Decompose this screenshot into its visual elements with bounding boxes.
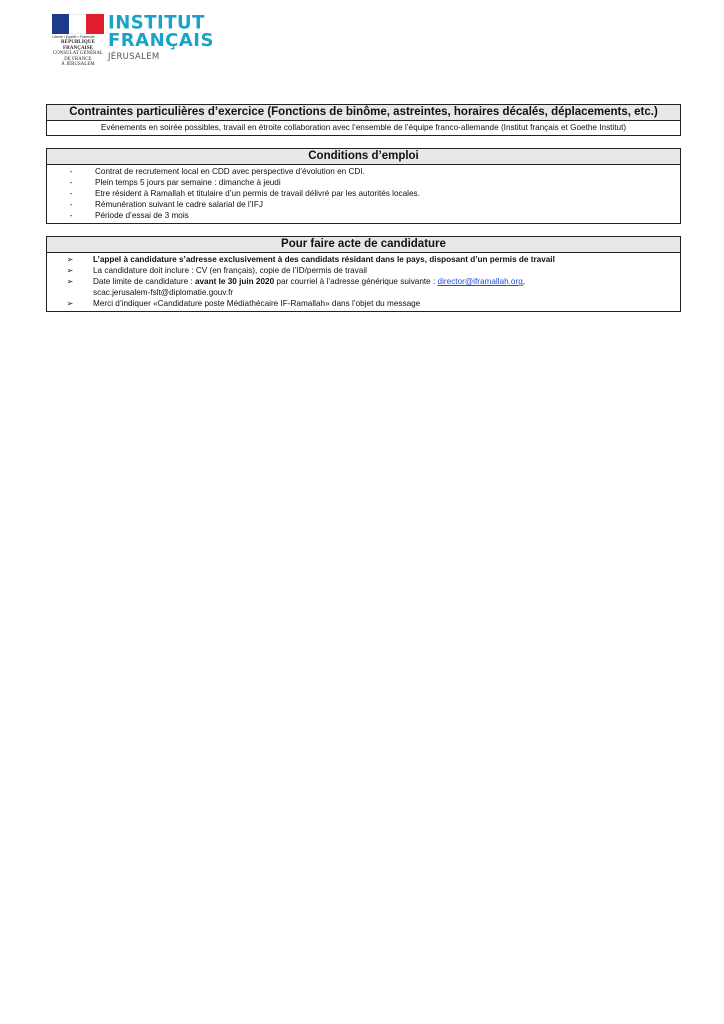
- marianne-flag-icon: [52, 14, 104, 34]
- bullet-dash: -: [69, 178, 73, 188]
- brand-city: JÉRUSALEM: [108, 52, 160, 62]
- consulate-line-3: À JÉRUSALEM: [61, 62, 95, 67]
- list-item: - Période d’essai de 3 mois: [47, 210, 680, 221]
- list-item: ➢ La candidature doit inclure : CV (en français), copie de l’ID/permis de travail: [47, 265, 680, 276]
- republic-motto: Liberté • Égalité • Fraternité: [52, 35, 95, 39]
- bullet-dash: -: [69, 189, 73, 199]
- list-item: - Etre résident à Ramallah et titulaire d’un permis de travail délivré par les autorités locales.: [47, 188, 680, 199]
- consulate-line-2: DE FRANCE: [64, 56, 92, 62]
- list-item: - Contrat de recrutement local en CDD avec perspective d’évolution en CDI.: [47, 166, 680, 177]
- scac-email: scac.jerusalem-fslt@diplomatie.gouv.fr: [93, 288, 234, 298]
- republic-label: RÉPUBLIQUE FRANÇAISE: [60, 40, 96, 51]
- section-title: Pour faire acte de candidature: [47, 237, 680, 253]
- bullet-dash: -: [69, 200, 73, 210]
- section-candidature: [46, 236, 681, 312]
- arrow-bullet-icon: ➢: [66, 277, 74, 287]
- list-item: ➢ Merci d’indiquer «Candidature poste Médiathécaire IF-Ramallah» dans l’objet du message: [47, 298, 680, 309]
- contraintes-text: Evénements en soirée possibles, travail en étroite collaboration avec l’ensemble de l’équipe franco-allemande (Institut français et Goethe Institut): [100, 123, 627, 132]
- arrow-bullet-icon: ➢: [66, 299, 74, 309]
- section-conditions: [46, 148, 681, 224]
- director-email-link[interactable]: director@iframallah.org: [437, 277, 523, 287]
- list-item: ➢ L’appel à candidature s’adresse exclusivement à des candidats résidant dans le pays, disposant d’un permis de travail: [47, 254, 680, 265]
- brand-wordmark: [108, 11, 214, 62]
- brand-line-1: INSTITUT: [108, 11, 205, 34]
- bullet-dash: -: [69, 211, 73, 221]
- bullet-dash: -: [69, 167, 73, 176]
- institut-francais-logo: [52, 11, 222, 72]
- deadline-date: avant le 30 juin 2020: [194, 277, 275, 287]
- list-item: - Rémunération suivant le cadre salarial de l’IFJ: [47, 199, 680, 210]
- arrow-bullet-icon: ➢: [66, 266, 74, 276]
- list-item-continuation: [47, 287, 680, 298]
- section-title: Contraintes particulières d’exercice (Fonctions de binôme, astreintes, horaires décalés, déplacements, etc.): [47, 105, 680, 121]
- section-title: Conditions d’emploi: [47, 149, 680, 165]
- list-item: ➢ Date limite de candidature : avant le 30 juin 2020 par courriel à l’adresse générique suivante : director@iframallah.org,: [47, 276, 680, 287]
- list-item: - Plein temps 5 jours par semaine : dimanche à jeudi: [47, 177, 680, 188]
- arrow-bullet-icon: ➢: [66, 255, 74, 264]
- consulate-line-1: CONSULAT GÉNÉRAL: [52, 51, 104, 56]
- brand-line-2: FRANÇAIS: [108, 30, 214, 51]
- section-contraintes: [46, 104, 681, 136]
- consulate-block: [52, 40, 104, 68]
